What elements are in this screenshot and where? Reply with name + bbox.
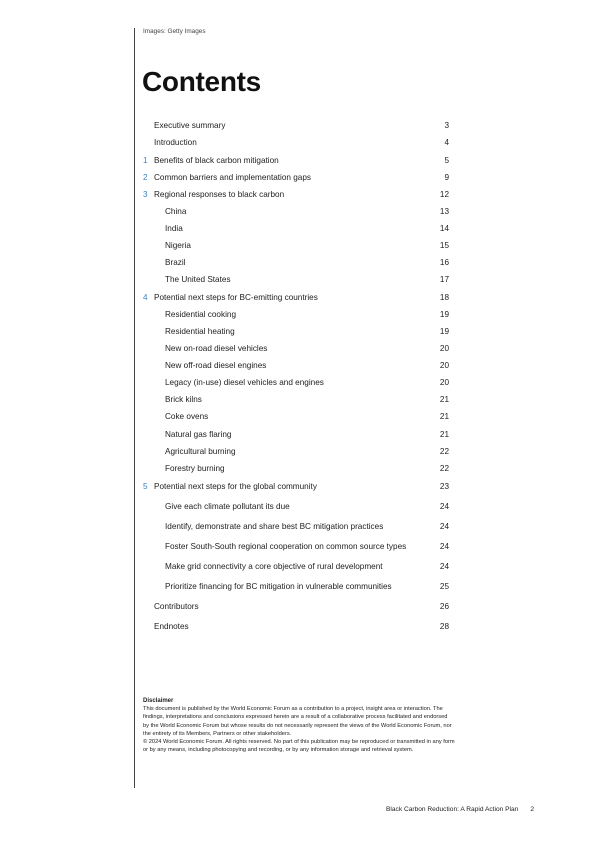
toc-entry-label: Benefits of black carbon mitigation — [154, 155, 279, 165]
toc-entry[interactable] — [143, 255, 449, 269]
toc-page-number: 13 — [439, 206, 449, 216]
toc-entry-label: Forestry burning — [165, 463, 225, 473]
toc-entry[interactable] — [143, 290, 449, 304]
toc-page-number: 20 — [439, 377, 449, 387]
toc-entry[interactable] — [143, 375, 449, 389]
toc-entry-label: Prioritize financing for BC mitigation in vulnerable communities — [165, 581, 392, 591]
toc-page-number: 14 — [439, 223, 449, 233]
toc-entry-label: Regional responses to black carbon — [154, 189, 285, 199]
toc-entry-label: Contributors — [154, 601, 199, 611]
toc-entry[interactable] — [143, 358, 449, 372]
toc-entry[interactable] — [143, 579, 449, 593]
toc-entry-label: Endnotes — [154, 621, 189, 631]
toc-section-number: 5 — [143, 481, 148, 491]
toc-page-number: 19 — [439, 309, 449, 319]
toc-section-number: 3 — [143, 189, 148, 199]
copyright-notice: © 2024 World Economic Forum. All rights reserved. No part of this publication may be reproduced or transmitted in any form or by any means, including photocopying and recording, or by any information storage and retrieval system. — [143, 739, 455, 754]
toc-entry[interactable] — [143, 499, 449, 513]
toc-entry[interactable] — [143, 135, 449, 149]
toc-entry[interactable] — [143, 341, 449, 355]
toc-page-number: 17 — [439, 274, 449, 284]
toc-entry-label: Foster South-South regional cooperation on common source types — [165, 541, 407, 551]
toc-page-number: 15 — [439, 240, 449, 250]
toc-page-number: 21 — [439, 411, 449, 421]
toc-page-number: 22 — [439, 446, 449, 456]
toc-entry[interactable] — [143, 599, 449, 613]
toc-entry-label: The United States — [165, 274, 231, 284]
toc-entry-label: Potential next steps for BC-emitting countries — [154, 292, 318, 302]
page-footer — [386, 806, 534, 813]
toc-entry[interactable] — [143, 204, 449, 218]
toc-entry[interactable] — [143, 153, 449, 167]
toc-entry[interactable] — [143, 238, 449, 252]
toc-page-number: 18 — [439, 292, 449, 302]
toc-entry-label: Nigeria — [165, 240, 191, 250]
toc-entry-label: New on-road diesel vehicles — [165, 343, 268, 353]
toc-entry-label: Natural gas flaring — [165, 429, 232, 439]
toc-entry[interactable] — [143, 307, 449, 321]
page-title: Contents — [142, 66, 261, 97]
toc-page-number: 16 — [439, 257, 449, 267]
image-credit: Images: Getty Images — [143, 28, 206, 35]
toc-entry-label: Coke ovens — [165, 411, 209, 421]
toc-page-number: 24 — [439, 521, 449, 531]
toc-entry-label: Identify, demonstrate and share best BC mitigation practices — [165, 521, 384, 531]
toc-entry[interactable] — [143, 559, 449, 573]
toc-entry-label: Potential next steps for the global community — [154, 481, 317, 491]
toc-entry[interactable] — [143, 392, 449, 406]
toc-page-number: 24 — [439, 561, 449, 571]
toc-page-number: 22 — [439, 463, 449, 473]
toc-entry[interactable] — [143, 221, 449, 235]
toc-entry[interactable] — [143, 539, 449, 553]
toc-page-number: 26 — [439, 601, 449, 611]
toc-entry[interactable] — [143, 118, 449, 132]
toc-entry[interactable] — [143, 170, 449, 184]
toc-entry-label: Common barriers and implementation gaps — [154, 172, 312, 182]
toc-entry-label: Make grid connectivity a core objective of rural development — [165, 561, 383, 571]
toc-entry-label: Agricultural burning — [165, 446, 236, 456]
toc-entry[interactable] — [143, 519, 449, 533]
disclaimer — [143, 697, 455, 754]
toc-entry[interactable] — [143, 409, 449, 423]
toc-page-number: 21 — [439, 429, 449, 439]
toc-section-number: 2 — [143, 172, 148, 182]
toc-page-number: 12 — [439, 189, 449, 199]
toc-entry-label: Brazil — [165, 257, 186, 267]
toc-entry-label: Legacy (in-use) diesel vehicles and engines — [165, 377, 324, 387]
toc-page-number: 23 — [439, 481, 449, 491]
toc-section-number: 4 — [143, 292, 148, 302]
margin-rule — [134, 28, 135, 788]
toc-page-number: 20 — [439, 360, 449, 370]
disclaimer-body: This document is published by the World Economic Forum as a contribution to a project, insight area or interaction. The findings, interpretations and conclusions expressed herein are a result of a collaborative process facilitated and endorsed by the World Economic Forum but whose results do not necessarily represent the views of the World Economic Forum, nor the entirety of its Members, Partners or other stakeholders. — [143, 706, 452, 737]
footer-title: Black Carbon Reduction: A Rapid Action Plan — [386, 806, 519, 813]
toc-entry-label: Brick kilns — [165, 394, 202, 404]
toc-page-number: 4 — [444, 137, 449, 147]
toc-entry[interactable] — [143, 187, 449, 201]
toc-entry[interactable] — [143, 272, 449, 286]
toc-entry[interactable] — [143, 619, 449, 633]
toc-entry[interactable] — [143, 444, 449, 458]
disclaimer-heading: Disclaimer — [143, 698, 174, 704]
footer-page-number: 2 — [530, 806, 534, 813]
toc-page-number: 19 — [439, 326, 449, 336]
toc-entry-label: Give each climate pollutant its due — [165, 501, 290, 511]
toc-entry[interactable] — [143, 427, 449, 441]
toc-page-number: 5 — [444, 155, 449, 165]
toc-page-number: 25 — [439, 581, 449, 591]
toc-entry[interactable] — [143, 479, 449, 493]
toc-entry-label: Introduction — [154, 137, 197, 147]
toc-entry-label: India — [165, 223, 183, 233]
toc-page-number: 20 — [439, 343, 449, 353]
toc-page-number: 24 — [439, 541, 449, 551]
toc-page-number: 21 — [439, 394, 449, 404]
toc-entry-label: Residential cooking — [165, 309, 237, 319]
toc-entry[interactable] — [143, 461, 449, 475]
toc-entry-label: China — [165, 206, 187, 216]
toc-section-number: 1 — [143, 155, 148, 165]
toc-entry-label: Executive summary — [154, 120, 226, 130]
toc-page-number: 24 — [439, 501, 449, 511]
toc-entry-label: Residential heating — [165, 326, 235, 336]
toc-entry[interactable] — [143, 324, 449, 338]
toc-entry-label: New off-road diesel engines — [165, 360, 267, 370]
toc-page-number: 3 — [444, 120, 449, 130]
toc-page-number: 9 — [444, 172, 449, 182]
toc-page-number: 28 — [439, 621, 449, 631]
